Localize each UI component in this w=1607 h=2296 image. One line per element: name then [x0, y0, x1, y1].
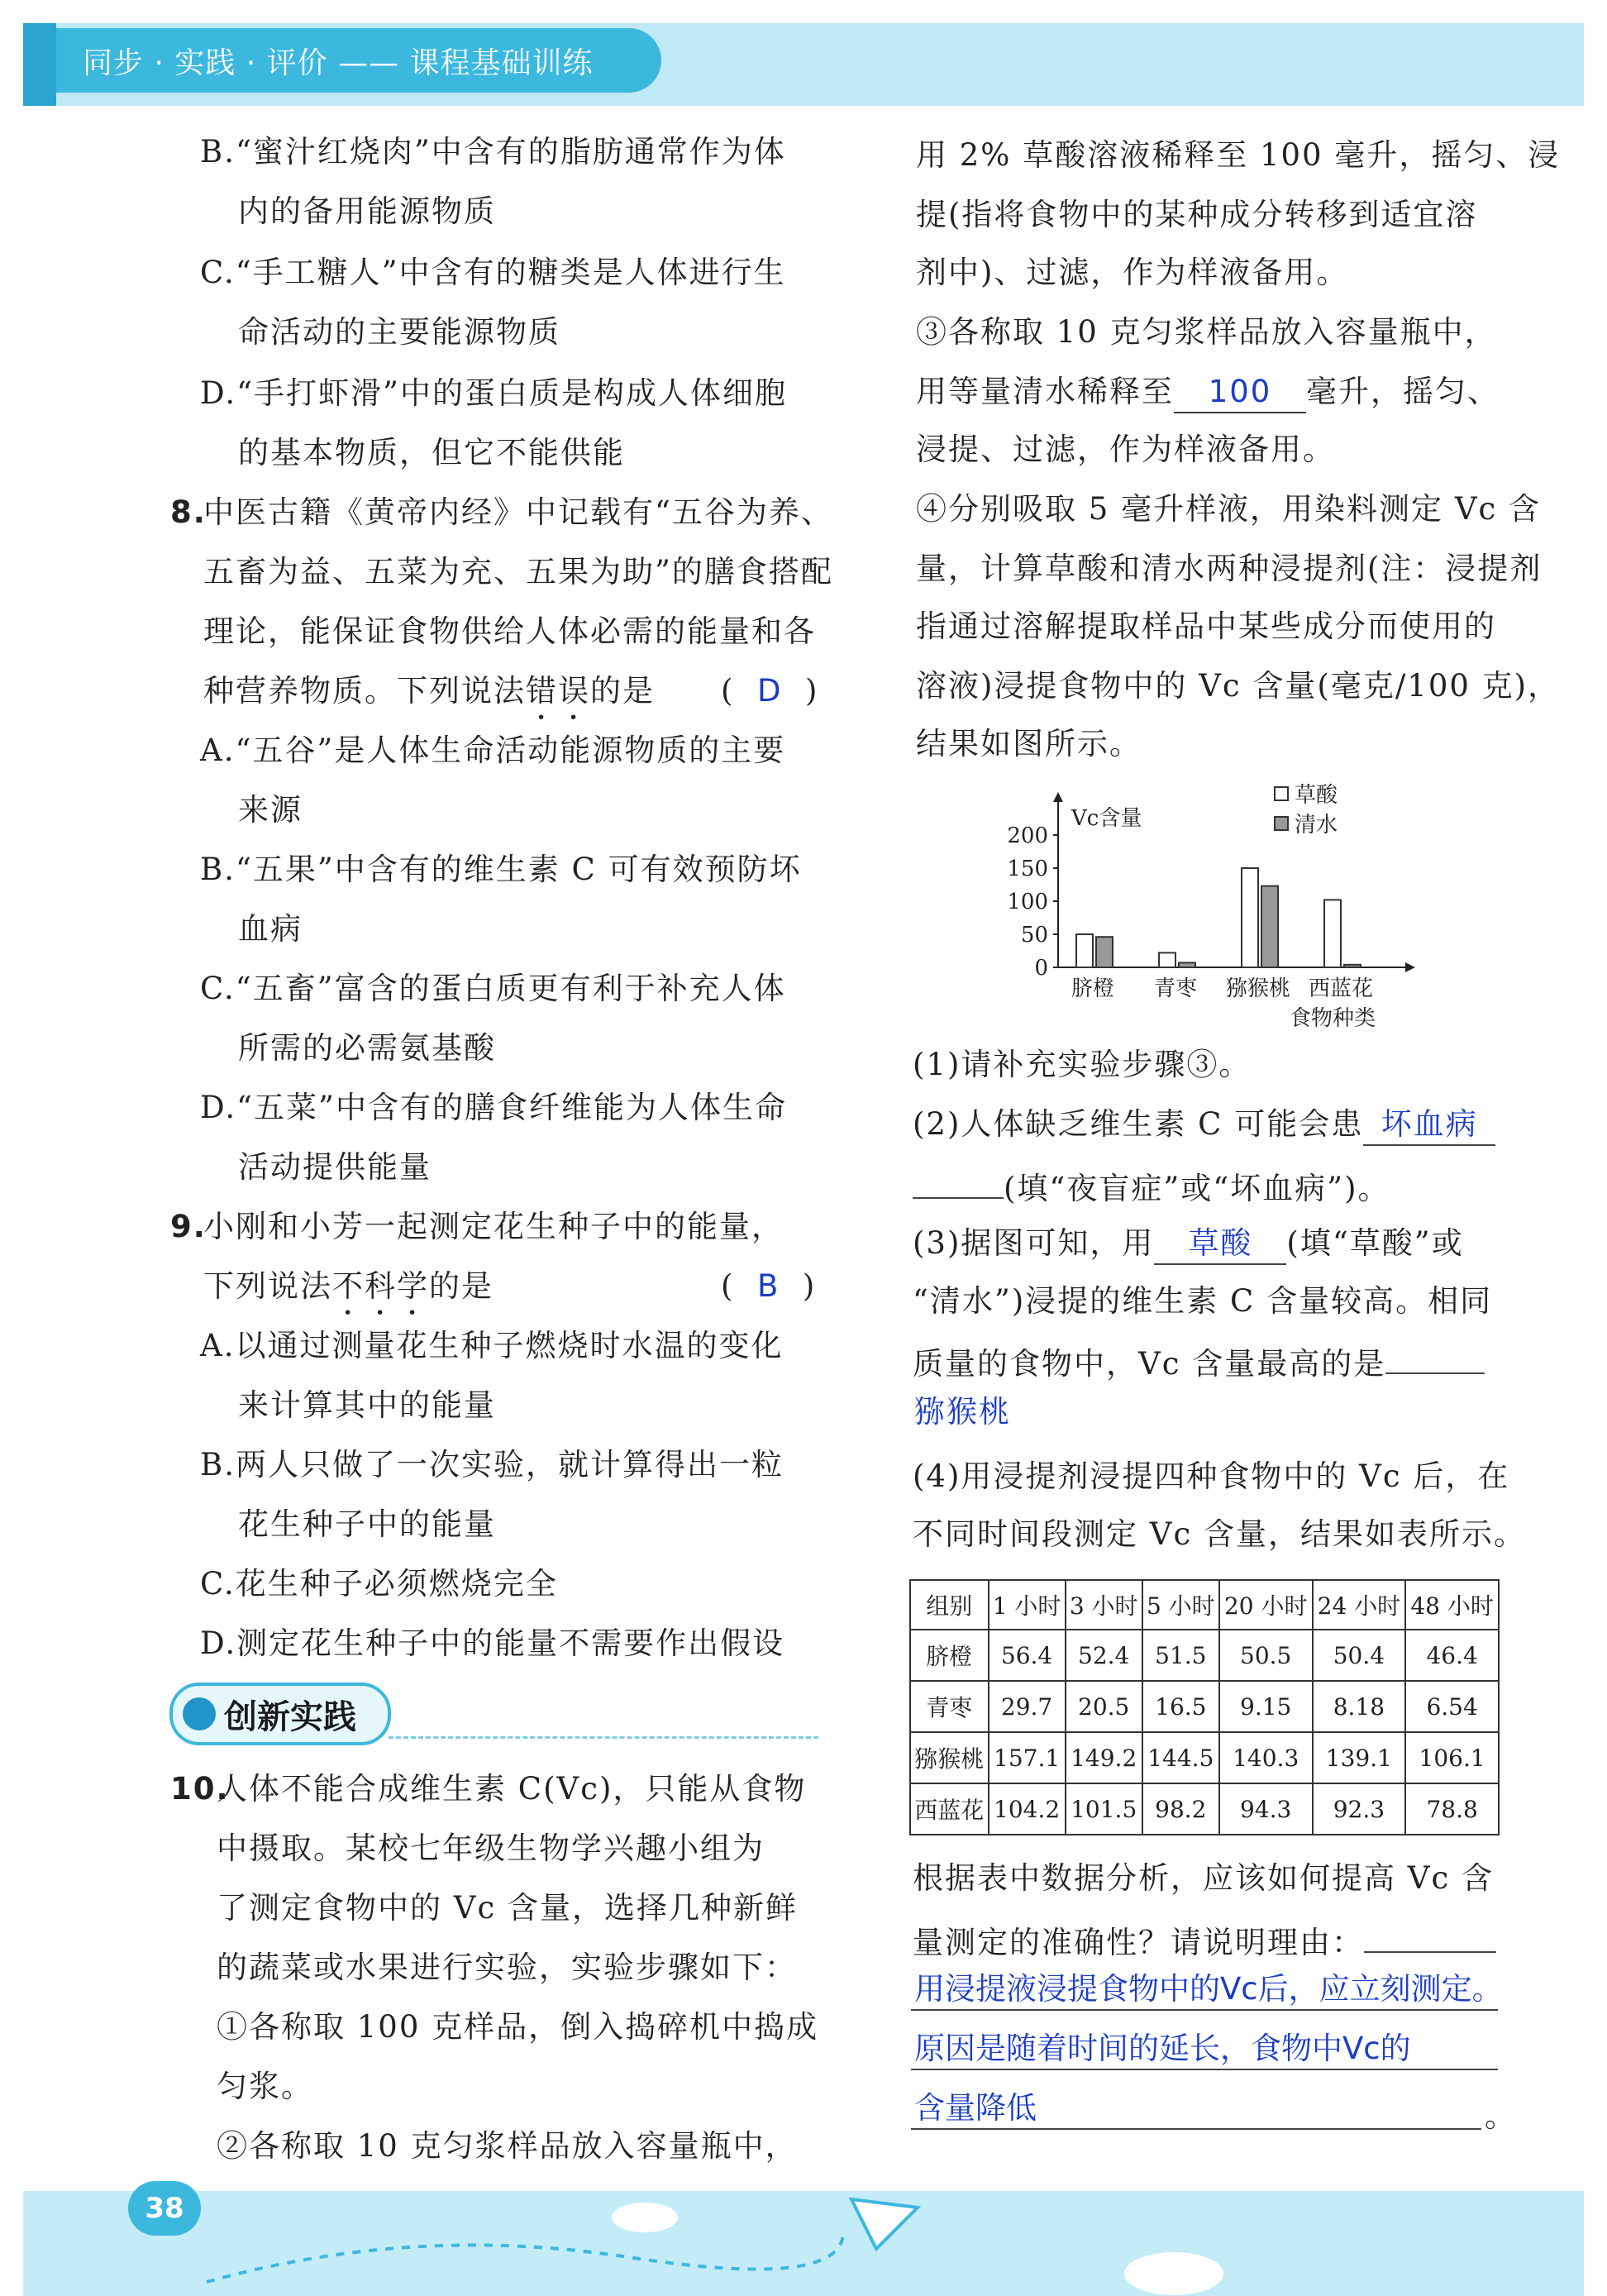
q10-step1-line2: 匀浆。: [217, 2069, 313, 2104]
sub2-answer: 坏血病: [1363, 1105, 1495, 1146]
chart-y-axis-label: Vc含量: [1071, 806, 1142, 831]
q8-option-a-line2: 来源: [238, 792, 303, 828]
sub2-line1: (2)人体缺乏维生素 C 可能会患 坏血病: [913, 1105, 1495, 1146]
paper-plane-icon: [851, 2199, 918, 2249]
table-cell: 106.1: [1405, 1732, 1499, 1783]
table-row: [910, 1681, 1499, 1732]
table-cell: 6.54: [1405, 1681, 1499, 1732]
table-cell: 157.1: [989, 1732, 1066, 1783]
sub3-line1: (3)据图可知，用 草酸 (填“草酸”或: [913, 1224, 1464, 1265]
table-cell: 青枣: [910, 1681, 989, 1732]
header-title: 同步 · 实践 · 评价 —— 课程基础训练: [83, 46, 594, 80]
q10-stem-line2: 中摄取。某校七年级生物学兴趣小组为: [217, 1831, 765, 1866]
table-cell: 猕猴桃: [910, 1732, 989, 1783]
analysis-blank: [1364, 1918, 1496, 1953]
step3-line2: 用等量清水稀释至 100 毫升，摇匀、: [916, 372, 1500, 413]
q8-option-c-line2: 所需的必需氨基酸: [238, 1030, 496, 1066]
sub3-answer2: 猕猴桃: [914, 1394, 1011, 1430]
q8-option-d-line1: D.“五菜”中含有的膳食纤维能为人体生命: [200, 1090, 787, 1125]
step4-line5: 结果如图所示。: [916, 726, 1142, 761]
chart-y-tick-label: 50: [1020, 923, 1048, 948]
table-cell: 9.15: [1219, 1681, 1313, 1732]
cloud-icon: [1124, 2252, 1223, 2295]
chart-x-axis-label: 食物种类: [1290, 1006, 1376, 1031]
sub3-blank2: [1385, 1339, 1485, 1374]
table-cell: 144.5: [1142, 1732, 1219, 1783]
table-header: 组别: [910, 1580, 989, 1630]
table-cell: 149.2: [1066, 1732, 1142, 1783]
vc-bar-chart: [992, 769, 1422, 1033]
table-cell: 101.5: [1066, 1783, 1142, 1835]
q7-option-d-line1: D.“手打虾滑”中的蛋白质是构成人体细胞: [200, 375, 787, 411]
q8-emphasis: 错误: [526, 673, 590, 709]
table-row: [910, 1630, 1499, 1681]
q9-number: 9.: [170, 1209, 207, 1244]
footer-decoration: [0, 2191, 1607, 2296]
sub3-answer: 草酸: [1154, 1224, 1286, 1265]
q10-stem-line4: 的蔬菜或水果进行实验，实验步骤如下：: [217, 1950, 797, 1985]
table-cell: 16.5: [1142, 1681, 1219, 1732]
answer-line-1: 用浸提液浸提食物中的Vc后，应立刻测定。: [914, 1971, 1503, 2007]
legend-swatch-water: [1275, 817, 1288, 830]
table-header: 20 小时: [1219, 1580, 1313, 1630]
sub4-line2: 不同时间段测定 Vc 含量，结果如表所示。: [913, 1516, 1526, 1552]
step2-cont-line1: 用 2% 草酸溶液稀释至 100 毫升，摇匀、浸: [916, 137, 1561, 173]
table-cell: 50.5: [1219, 1630, 1313, 1681]
q7-option-c-line2: 命活动的主要能源物质: [238, 314, 560, 350]
chart-bar: [1076, 934, 1093, 967]
q7-option-b-line1: B.“蜜汁红烧肉”中含有的脂肪通常作为体: [200, 134, 786, 169]
legend-swatch-oxalic: [1275, 787, 1288, 800]
q9-option-c: C.花生种子必须燃烧完全: [200, 1566, 558, 1601]
q8-answer-bracket: ( D ): [721, 673, 819, 709]
q7-option-d-line2: 的基本物质，但它不能供能: [238, 435, 625, 470]
step3-answer: 100: [1174, 372, 1306, 413]
table-header: 5 小时: [1142, 1580, 1219, 1630]
table-cell: 140.3: [1219, 1732, 1313, 1783]
chart-bar: [1344, 965, 1361, 967]
table-cell: 46.4: [1405, 1630, 1499, 1681]
chart-category-label: 青枣: [1153, 976, 1198, 1001]
q8-answer: D: [756, 673, 783, 709]
chart-category-label: 西蓝花: [1308, 976, 1374, 1001]
chart-bar: [1242, 868, 1258, 967]
page-number: 38: [128, 2181, 201, 2236]
q9-answer-bracket: ( B ): [721, 1268, 817, 1304]
chart-y-tick-label: 150: [1007, 857, 1048, 881]
q10-number: 10.: [170, 1771, 230, 1807]
sub4-line1: (4)用浸提剂浸提四种食物中的 Vc 后，在: [913, 1458, 1510, 1494]
header-marker: [23, 23, 56, 106]
q10-step1-line1: ①各称取 100 克样品，倒入捣碎机中捣成: [217, 2009, 819, 2045]
table-cell: 104.2: [989, 1783, 1066, 1835]
answer-line-3: 含量降低: [914, 2090, 1037, 2126]
table-header-row: [910, 1580, 1499, 1630]
analysis-line1: 根据表中数据分析，应该如何提高 Vc 含: [913, 1860, 1494, 1896]
q7-option-c-line1: C.“手工糖人”中含有的糖类是人体进行生: [200, 255, 786, 290]
table-cell: 50.4: [1313, 1630, 1406, 1681]
legend-label-oxalic: 草酸: [1295, 783, 1338, 808]
q10-step2-line1: ②各称取 10 克匀浆样品放入容量瓶中，: [217, 2128, 798, 2164]
q8-stem-line3: 理论，能保证食物供给人体必需的能量和各: [203, 613, 816, 649]
step2-cont-line2: 提(指将食物中的某种成分转移到适宜溶: [916, 197, 1478, 232]
chart-y-tick-label: 0: [1034, 956, 1048, 981]
q9-answer: B: [756, 1268, 780, 1304]
q9-stem-line1: 小刚和小芳一起测定花生种子中的能量，: [203, 1209, 784, 1244]
q9-emphasis: 不科学: [332, 1268, 429, 1304]
table-row: [910, 1732, 1499, 1783]
answer-end-mark: 。: [1485, 2098, 1517, 2134]
table-cell: 56.4: [989, 1630, 1066, 1681]
q8-option-c-line1: C.“五畜”富含的蛋白质更有利于补充人体: [200, 971, 786, 1006]
table-cell: 20.5: [1066, 1681, 1142, 1732]
q9-option-b-line1: B.两人只做了一次实验，就计算得出一粒: [200, 1447, 784, 1482]
play-icon: [183, 1697, 216, 1730]
table-header: 24 小时: [1313, 1580, 1406, 1630]
q8-stem-line1: 中医古籍《黄帝内经》中记载有“五谷为养、: [203, 494, 833, 530]
answer-line-2: 原因是随着时间的延长，食物中Vc的: [914, 2031, 1411, 2066]
table-cell: 92.3: [1313, 1783, 1406, 1835]
sub2-blank-cont: [913, 1164, 1004, 1199]
section-title: 创新实践: [224, 1698, 356, 1736]
q8-option-d-line2: 活动提供能量: [238, 1149, 432, 1185]
q8-stem-line2: 五畜为益、五菜为充、五果为助”的膳食搭配: [203, 554, 833, 590]
table-cell: 94.3: [1219, 1783, 1313, 1835]
table-header: 3 小时: [1066, 1580, 1142, 1630]
chart-y-tick-label: 200: [1007, 823, 1048, 848]
table-cell: 29.7: [989, 1681, 1066, 1732]
chart-y-arrow: [1053, 792, 1063, 802]
q9-option-a-line1: A.以通过测量花生种子燃烧时水温的变化: [200, 1328, 784, 1363]
table-cell: 脐橙: [910, 1630, 989, 1681]
chart-y-tick-label: 100: [1007, 890, 1048, 914]
sub1: (1)请补充实验步骤③。: [913, 1047, 1252, 1082]
q9-option-d: D.测定花生种子中的能量不需要作出假设: [200, 1625, 785, 1661]
sub3-line3: 质量的食物中，Vc 含量最高的是: [913, 1339, 1485, 1384]
q8-option-a-line1: A.“五谷”是人体生命活动能源物质的主要: [200, 733, 786, 768]
section-divider: [389, 1736, 818, 1739]
q8-number: 8.: [170, 494, 207, 530]
q8-option-b-line1: B.“五果”中含有的维生素 C 可有效预防坏: [200, 852, 802, 887]
table-cell: 78.8: [1405, 1783, 1499, 1835]
table-header: 48 小时: [1405, 1580, 1499, 1630]
q8-stem-line4: 种营养物质。下列说法错误的是: [203, 673, 655, 709]
chart-bar: [1096, 937, 1113, 967]
table-cell: 98.2: [1142, 1783, 1219, 1835]
chart-bar: [1159, 952, 1175, 967]
step2-cont-line3: 剂中)、过滤，作为样液备用。: [916, 255, 1349, 290]
step3-line1: ③各称取 10 克匀浆样品放入容量瓶中，: [916, 314, 1497, 350]
q8-option-b-line2: 血病: [238, 911, 303, 947]
step4-line2: 量，计算草酸和清水两种浸提剂(注：浸提剂: [916, 551, 1543, 586]
table-row: [910, 1783, 1499, 1835]
q10-stem-line3: 了测定食物中的 Vc 含量，选择几种新鲜: [217, 1890, 798, 1926]
chart-bar: [1261, 886, 1278, 967]
table-cell: 8.18: [1313, 1681, 1406, 1732]
step3-line3: 浸提、过滤，作为样液备用。: [916, 432, 1335, 467]
analysis-line2: 量测定的准确性？请说明理由：: [913, 1918, 1496, 1963]
table-cell: 西蓝花: [910, 1783, 989, 1835]
sub2-line2: (填“夜盲症”或“坏血病”)。: [913, 1164, 1390, 1209]
chart-category-label: 猕猴桃: [1225, 976, 1291, 1001]
q9-stem-line2: 下列说法不科学的是: [203, 1268, 494, 1304]
table-cell: 139.1: [1313, 1732, 1406, 1783]
legend-label-water: 清水: [1295, 813, 1338, 838]
chart-category-label: 脐橙: [1071, 976, 1115, 1001]
sub3-line2: “清水”)浸提的维生素 C 含量较高。相同: [913, 1283, 1493, 1319]
chart-legend: [1275, 783, 1338, 838]
chart-bar: [1179, 962, 1195, 967]
q9-option-b-line2: 花生种子中的能量: [238, 1506, 496, 1542]
vc-time-table: [909, 1579, 1500, 1835]
section-badge: [169, 1683, 391, 1745]
step4-line4: 溶液)浸提食物中的 Vc 含量(毫克/100 克)，: [916, 668, 1561, 704]
step4-line3: 指通过溶解提取样品中某些成分而使用的: [916, 609, 1496, 644]
q7-option-b-line2: 内的备用能源物质: [238, 193, 496, 229]
table-cell: 51.5: [1142, 1630, 1219, 1681]
q10-stem-line1: 人体不能合成维生素 C(Vc)，只能从食物: [217, 1771, 807, 1807]
step4-line1: ④分别吸取 5 毫升样液，用染料测定 Vc 含: [916, 491, 1542, 527]
q9-option-a-line2: 来计算其中的能量: [238, 1387, 496, 1423]
chart-x-arrow: [1405, 962, 1415, 972]
cloud-icon: [612, 2203, 678, 2232]
table-cell: 52.4: [1066, 1630, 1142, 1681]
table-header: 1 小时: [989, 1580, 1066, 1630]
chart-bar: [1324, 900, 1341, 967]
